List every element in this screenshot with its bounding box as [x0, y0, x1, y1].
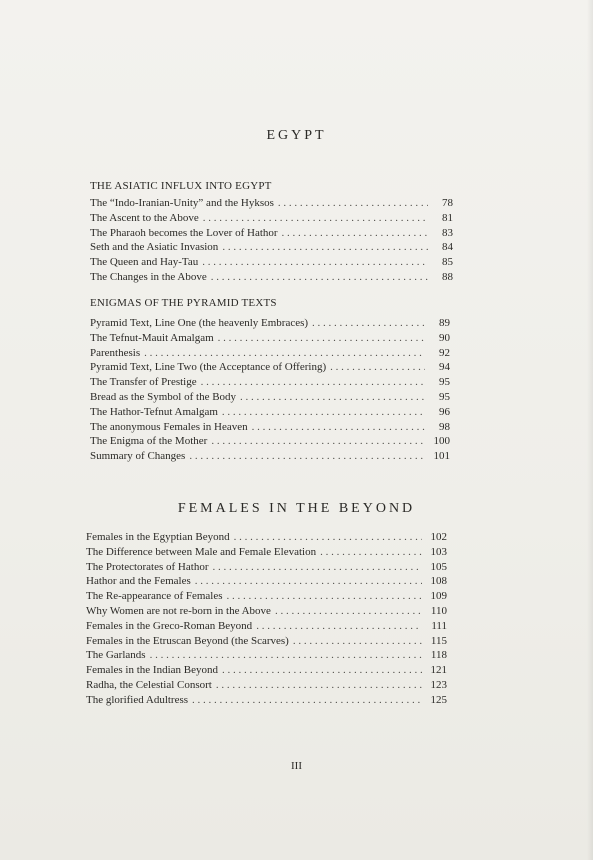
toc-entry-page: 85	[442, 256, 453, 269]
dot-leader	[216, 678, 422, 693]
toc-entry	[90, 255, 453, 270]
toc-entry	[86, 574, 447, 589]
toc-entry	[90, 331, 450, 346]
toc-entry-title: The Transfer of Prestige	[90, 376, 197, 389]
toc-entry-page: 95	[439, 376, 450, 389]
toc-entry-page: 121	[430, 664, 447, 677]
toc-entry-page: 94	[439, 361, 450, 374]
toc-entry-title: The Enigma of the Mother	[90, 435, 208, 448]
dot-leader	[202, 255, 428, 270]
dot-leader	[234, 530, 422, 545]
toc-entry	[86, 604, 447, 619]
toc-entry-page: 125	[430, 693, 447, 706]
toc-entry-page: 92	[439, 346, 450, 359]
toc-entry-title: Seth and the Asiatic Invasion	[90, 241, 219, 254]
toc-entry-page: 110	[430, 604, 447, 617]
toc-entry	[90, 360, 450, 375]
toc-list-asiatic-influx	[90, 196, 453, 285]
dot-leader	[256, 619, 422, 634]
toc-entry	[90, 316, 450, 331]
toc-entry-title: Summary of Changes	[90, 450, 186, 463]
toc-entry-page: 95	[439, 390, 450, 403]
dot-leader	[222, 240, 428, 255]
females-heading: FEMALES IN THE BEYOND	[177, 501, 416, 516]
dot-leader	[211, 270, 428, 285]
dot-leader	[195, 574, 422, 589]
toc-entry-title: Females in the Egyptian Beyond	[86, 531, 230, 543]
section-title-asiatic-influx: THE ASIATIC INFLUX INTO EGYPT	[90, 180, 272, 192]
section-title-pyramid-texts: ENIGMAS OF THE PYRAMID TEXTS	[90, 297, 277, 309]
toc-list-pyramid-texts	[90, 316, 450, 464]
dot-leader	[293, 634, 422, 649]
toc-entry-page: 118	[430, 649, 447, 662]
toc-entry	[90, 211, 453, 226]
toc-entry-page: 109	[430, 590, 447, 603]
toc-entry	[86, 693, 447, 708]
toc-entry-page: 98	[439, 420, 450, 433]
dot-leader	[330, 360, 425, 375]
toc-entry	[90, 270, 453, 285]
toc-entry-page: 100	[433, 435, 450, 448]
dot-leader	[312, 316, 425, 331]
toc-entry-page: 108	[430, 575, 447, 588]
toc-entry-page: 89	[439, 317, 450, 329]
toc-entry-title: Bread as the Symbol of the Body	[90, 390, 237, 403]
toc-entry	[86, 560, 447, 575]
toc-entry	[90, 390, 450, 405]
toc-entry-title: The Ascent to the Above	[90, 211, 199, 224]
dot-leader	[278, 196, 428, 211]
toc-entry	[86, 663, 447, 678]
toc-entry	[90, 346, 450, 361]
toc-entry-page: 123	[430, 678, 447, 691]
toc-entry-title: The Queen and Hay-Tau	[90, 256, 199, 269]
dot-leader	[211, 434, 425, 449]
toc-entry	[90, 375, 450, 390]
toc-entry-title: Females in the Greco-Roman Beyond	[86, 619, 253, 632]
toc-entry-page: 84	[442, 241, 453, 254]
toc-entry-page: 96	[439, 405, 450, 418]
toc-entry-page: 90	[439, 331, 450, 344]
toc-entry	[86, 678, 447, 693]
toc-entry	[90, 434, 450, 449]
toc-list-females	[86, 530, 447, 708]
toc-entry	[86, 648, 447, 663]
toc-entry-title: The Changes in the Above	[90, 270, 207, 283]
dot-leader	[203, 211, 428, 226]
toc-entry-title: The “Indo-Iranian-Unity” and the Hyksos	[90, 197, 274, 209]
toc-entry-page: 111	[431, 619, 447, 632]
toc-entry-page: 83	[442, 226, 453, 239]
dot-leader	[150, 648, 422, 663]
egypt-heading: EGYPT	[266, 128, 327, 143]
dot-leader	[222, 405, 425, 420]
dot-leader	[240, 390, 425, 405]
toc-entry-page: 81	[442, 211, 453, 224]
toc-entry-page: 115	[430, 634, 447, 647]
toc-entry-page: 101	[433, 450, 450, 463]
toc-entry	[86, 589, 447, 604]
toc-entry-page: 102	[430, 531, 447, 543]
dot-leader	[144, 346, 425, 361]
toc-entry-title: The Hathor-Tefnut Amalgam	[90, 405, 218, 418]
toc-entry	[90, 226, 453, 241]
dot-leader	[192, 693, 422, 708]
toc-entry-title: The Protectorates of Hathor	[86, 560, 209, 573]
dot-leader	[201, 375, 425, 390]
toc-entry-title: Pyramid Text, Line Two (the Acceptance of Offering)	[90, 361, 327, 374]
toc-entry-page: 78	[442, 197, 453, 209]
toc-entry	[86, 619, 447, 634]
toc-entry-title: The glorified Adultress	[86, 693, 189, 706]
dot-leader	[320, 545, 422, 560]
dot-leader	[189, 449, 425, 464]
dot-leader	[218, 331, 425, 346]
toc-entry-title: The Tefnut-Mauit Amalgam	[90, 331, 214, 344]
toc-entry	[90, 405, 450, 420]
toc-entry-title: Females in the Etruscan Beyond (the Scarves)	[86, 634, 289, 647]
dot-leader	[252, 420, 425, 435]
toc-entry	[90, 420, 450, 435]
toc-entry	[86, 530, 447, 545]
toc-entry	[86, 634, 447, 649]
dot-leader	[212, 560, 422, 575]
toc-entry-page: 103	[430, 545, 447, 558]
toc-entry-title: The Re-appearance of Females	[86, 590, 223, 603]
toc-entry-title: Hathor and the Females	[86, 575, 191, 588]
toc-entry-title: Parenthesis	[90, 346, 141, 359]
toc-entry	[90, 240, 453, 255]
page-number: III	[291, 760, 302, 772]
toc-entry-page: 105	[430, 560, 447, 573]
dot-leader	[222, 663, 422, 678]
toc-entry-title: The anonymous Females in Heaven	[90, 420, 248, 433]
toc-entry-title: Radha, the Celestial Consort	[86, 678, 212, 691]
toc-entry-title: Why Women are not re-born in the Above	[86, 604, 271, 617]
dot-leader	[275, 604, 422, 619]
toc-entry-title: The Difference between Male and Female Elevation	[86, 545, 317, 558]
toc-entry	[90, 449, 450, 464]
toc-entry	[86, 545, 447, 560]
toc-entry-title: Females in the Indian Beyond	[86, 664, 218, 677]
toc-entry-title: The Pharaoh becomes the Lover of Hathor	[90, 226, 278, 239]
toc-entry-title: Pyramid Text, Line One (the heavenly Embraces)	[90, 317, 309, 329]
toc-entry-title: The Garlands	[86, 649, 146, 662]
toc-entry	[90, 196, 453, 211]
dot-leader	[282, 226, 428, 241]
dot-leader	[227, 589, 422, 604]
toc-entry-page: 88	[442, 270, 453, 283]
